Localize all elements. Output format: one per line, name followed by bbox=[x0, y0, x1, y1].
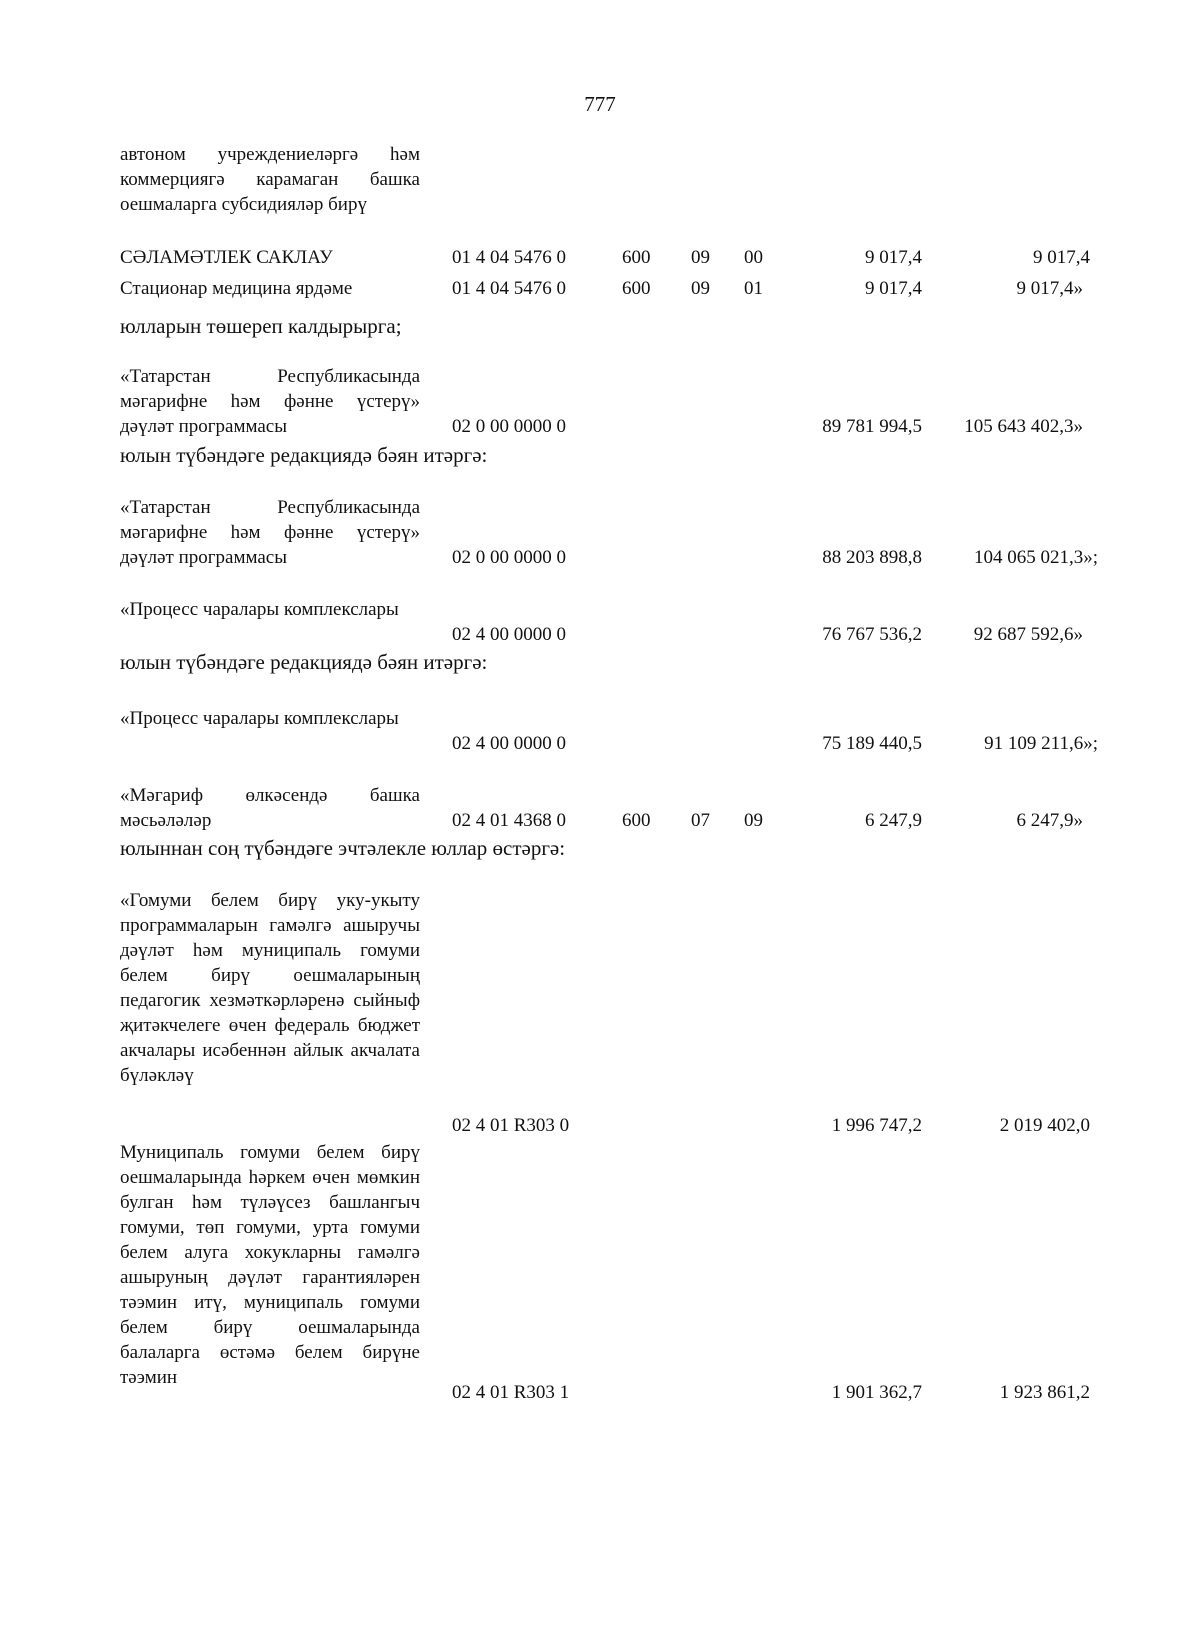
instruction-text: юлын түбәндәге редакциядә бәян итәргә: bbox=[120, 443, 488, 467]
row-value-1: 76 767 536,2 bbox=[822, 624, 922, 645]
row-expense-type: 600 bbox=[622, 810, 651, 831]
row-subsection: 01 bbox=[744, 278, 763, 299]
page-number: 777 bbox=[584, 92, 616, 116]
row-value-1: 6 247,9 bbox=[865, 810, 922, 831]
row-label: автоном учреждениеләргә һәм коммерциягә карамаган башка оешмаларга субсидияләр бирү bbox=[120, 144, 420, 215]
row-code: 01 4 04 5476 0 bbox=[452, 247, 566, 268]
row-label: СӘЛАМӘТЛЕК САКЛАУ bbox=[120, 247, 333, 268]
row-value-2: 1 923 861,2 bbox=[999, 1382, 1090, 1403]
row-value-2: 9 017,4» bbox=[1016, 278, 1083, 299]
row-code: 02 0 00 0000 0 bbox=[452, 416, 566, 437]
row-value-1: 9 017,4 bbox=[865, 247, 922, 268]
row-section: 07 bbox=[691, 810, 710, 831]
row-label: Муниципаль гомуми белем бирү оешмаларында һәркем өчен мөмкин булган һәм түләүсез башлангыч гомуми, төп гомуми, урта гомуми белем алуга хокукларны гамәлгә ашыруның дәүләт гарантияләрен тәэмин итү, муниципаль гомуми белем бирү оешмаларында балаларга өстәмә белем бирүне тәэмин bbox=[120, 1142, 420, 1388]
row-label: «Гомуми белем бирү уку-укыту программаларын гамәлгә ашыручы дәүләт һәм муниципаль гомуми белем бирү оешмаларының педагогик хезмәткәрләренә сыйныф җитәкчелеге өчен федераль бюджет акчалары исәбеннән айлык акчалата бүләкләү bbox=[120, 890, 420, 1086]
row-label: «Процесс чаралары комплекслары bbox=[120, 599, 399, 620]
row-value-1: 1 996 747,2 bbox=[831, 1115, 922, 1136]
instruction-text: юлын түбәндәге редакциядә бәян итәргә: bbox=[120, 650, 488, 674]
row-code: 02 4 01 R303 1 bbox=[452, 1382, 570, 1403]
row-value-2: 2 019 402,0 bbox=[999, 1115, 1090, 1136]
row-code: 02 4 00 0000 0 bbox=[452, 624, 566, 645]
row-label: «Процесс чаралары комплекслары bbox=[120, 708, 399, 729]
row-value-1: 75 189 440,5 bbox=[822, 733, 922, 754]
row-subsection: 00 bbox=[744, 247, 763, 268]
row-section: 09 bbox=[691, 247, 710, 268]
row-code: 02 0 00 0000 0 bbox=[452, 547, 566, 568]
row-label: Стационар медицина ярдәме bbox=[120, 278, 353, 299]
row-value-2: 91 109 211,6»; bbox=[984, 733, 1098, 754]
row-subsection: 09 bbox=[744, 810, 763, 831]
row-label: «Татарстан Республикасында мәгарифне һәм фәнне үстерү» дәүләт программасы bbox=[120, 366, 420, 437]
row-value-2: 105 643 402,3» bbox=[964, 416, 1083, 437]
row-value-2: 9 017,4 bbox=[1033, 247, 1090, 268]
instruction-text: юлларын төшереп калдырырга; bbox=[120, 314, 402, 338]
row-code: 01 4 04 5476 0 bbox=[452, 278, 566, 299]
row-value-1: 88 203 898,8 bbox=[822, 547, 922, 568]
row-value-1: 1 901 362,7 bbox=[831, 1382, 922, 1403]
row-code: 02 4 00 0000 0 bbox=[452, 733, 566, 754]
row-value-2: 104 065 021,3»; bbox=[973, 547, 1098, 568]
instruction-text: юлыннан соң түбәндәге эчтәлекле юллар өстәргә: bbox=[120, 836, 566, 860]
row-section: 09 bbox=[691, 278, 710, 299]
row-value-2: 6 247,9» bbox=[1016, 810, 1083, 831]
row-value-1: 9 017,4 bbox=[865, 278, 922, 299]
row-value-1: 89 781 994,5 bbox=[822, 416, 922, 437]
row-expense-type: 600 bbox=[622, 278, 651, 299]
row-value-2: 92 687 592,6» bbox=[973, 624, 1083, 645]
row-label: «Татарстан Республикасында мәгарифне һәм фәнне үстерү» дәүләт программасы bbox=[120, 497, 420, 568]
row-code: 02 4 01 4368 0 bbox=[452, 810, 566, 831]
row-label: «Мәгариф өлкәсендә башка мәсьәләләр bbox=[120, 785, 420, 831]
row-code: 02 4 01 R303 0 bbox=[452, 1115, 570, 1136]
row-expense-type: 600 bbox=[622, 247, 651, 268]
